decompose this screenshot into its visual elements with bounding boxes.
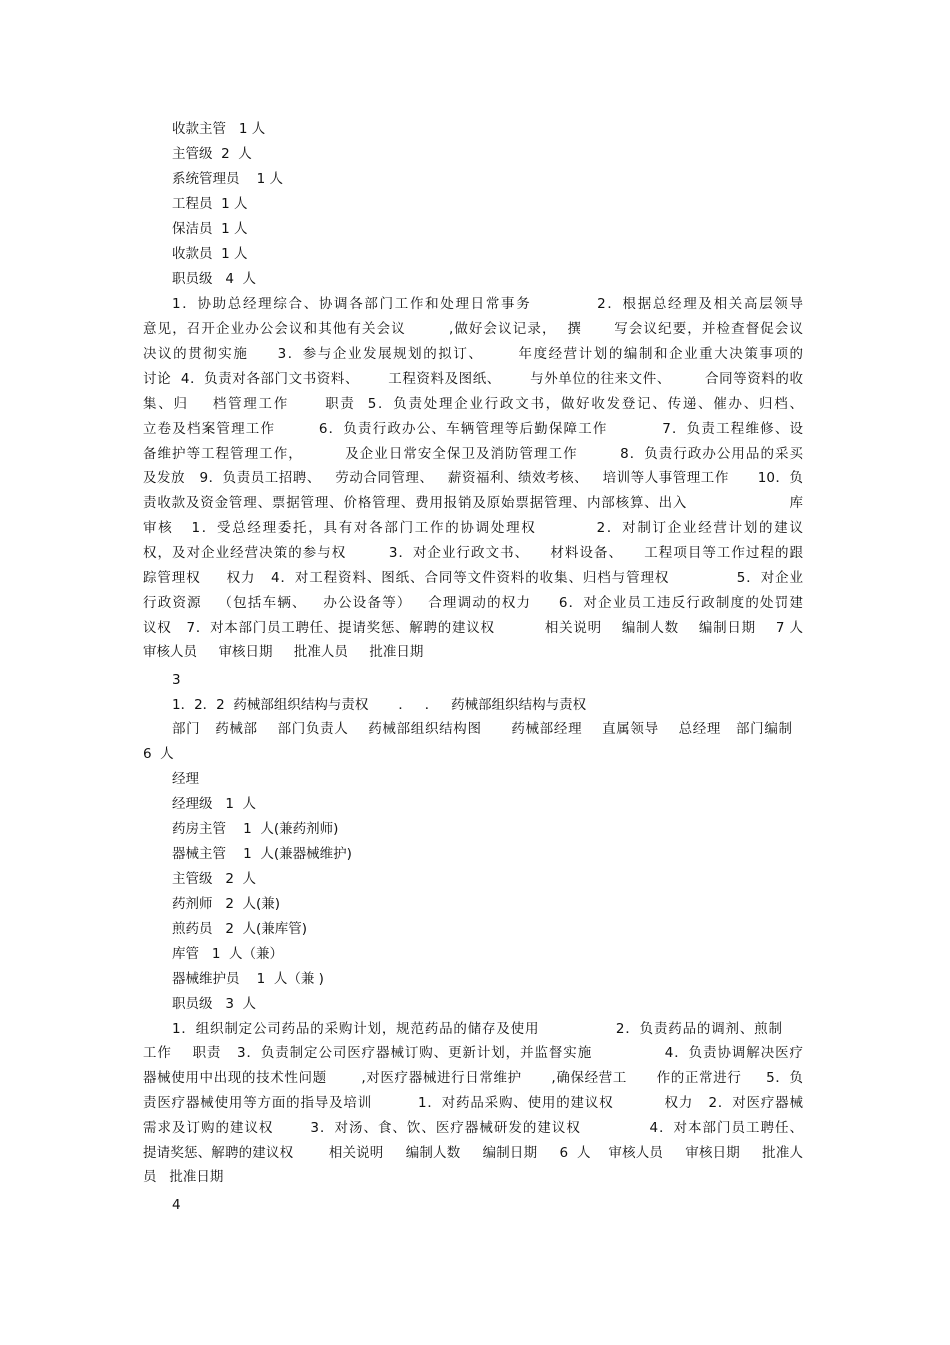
paragraph-line: 行政资源 （包括车辆、 办公设备等） 合理调动的权力 6．对企业员工违反行政制度的处罚建 [143,595,803,611]
paragraph-line: 责收款及资金管理、票据管理、价格管理、费用报销及原始票据管理、内部核算、出入 库 [143,495,803,511]
paragraph-line: 立卷及档案管理工作 6．负责行政办公、车辆管理等后勤保障工作 7．负责工程维修、设 [143,421,803,437]
paragraph-line: 器械使用中出现的技术性问题 ,对医疗器械进行日常维护 ,确保经营工 作的正常进行 5．负 [143,1070,803,1086]
staff-line: 收款主管 1 人 [172,121,266,137]
staff-line: 库管 1 人（兼） [172,946,284,962]
staff-line: 保洁员 1 人 [172,221,248,237]
paragraph-line: 审核 1．受总经理委托，具有对各部门工作的协调处理权 2．对制订企业经营计划的建议 [143,520,803,536]
paragraph-line: 及发放 9．负责员工招聘、 劳动合同管理、 薪资福利、绩效考核、 培训等人事管理工作 10．负 [143,470,803,486]
paragraph-line: 需求及订购的建议权 3．对汤、食、饮、医疗器械研发的建议权 4．对本部门员工聘任、 [143,1120,803,1136]
page-number: 4 [172,1197,181,1213]
paragraph-line: 提请奖惩、解聘的建议权 相关说明 编制人数 编制日期 6 人 审核人员 审核日期 批准人 [143,1145,803,1161]
paragraph-line: 1．组织制定公司药品的采购计划，规范药品的储存及使用 2．负责药品的调剂、煎制 [172,1021,782,1037]
paragraph-line: 议权 7．对本部门员工聘任、提请奖惩、解聘的建议权 相关说明 编制人数 编制日期 7 人 [143,620,803,636]
paragraph-line: 备维护等工程管理工作， 及企业日常安全保卫及消防管理工作 8．负责行政办公用品的采买 [143,446,803,462]
staff-line: 药剂师 2 人(兼) [172,896,281,912]
dept-info-line: 部门 药械部 部门负责人 药械部组织结构图 药械部经理 直属领导 总经理 部门编制 [172,721,792,737]
paragraph-line: 意见，召开企业办公会议和其他有关会议 ,做好会议记录， 撰 写会议纪要，并检查督促会议 [143,321,803,337]
staff-line: 经理级 1 人 [172,796,257,812]
staff-line: 主管级 2 人 [172,146,252,162]
staff-line: 器械维护员 1 人（兼 ) [172,971,324,987]
staff-line: 工程员 1 人 [172,196,248,212]
dept-info-line: 6 人 [143,746,174,762]
paragraph-line: 踪管理权 权力 4．对工程资料、图纸、合同等文件资料的收集、归档与管理权 5．对企业 [143,570,803,586]
staff-line: 器械主管 1 人(兼器械维护) [172,846,352,862]
staff-line: 主管级 2 人 [172,871,257,887]
section-heading: 1．2．2 药械部组织结构与责权 ． ． 药械部组织结构与责权 [172,697,587,713]
staff-line: 煎药员 2 人(兼库管) [172,921,308,937]
paragraph-line: 审核人员 审核日期 批准人员 批准日期 [143,644,424,660]
paragraph-line: 员 批准日期 [143,1169,224,1185]
paragraph-line: 工作 职责 3．负责制定公司医疗器械订购、更新计划，并监督实施 4．负责协调解决医疗 [143,1045,803,1061]
paragraph-line: 讨论 4．负责对各部门文书资料、 工程资料及图纸、 与外单位的往来文件、 合同等资料的收 [143,371,803,387]
paragraph-line: 决议的贯彻实施 3．参与企业发展规划的拟订、 年度经营计划的编制和企业重大决策事项的 [143,346,803,362]
staff-line: 职员级 4 人 [172,271,257,287]
paragraph-line: 责医疗器械使用等方面的指导及培训 1．对药品采购、使用的建议权 权力 2．对医疗器械 [143,1095,803,1111]
paragraph-line: 权，及对企业经营决策的参与权 3．对企业行政文书、 材料设备、 工程项目等工作过程的跟 [143,545,803,561]
paragraph-line: 1．协助总经理综合、协调各部门工作和处理日常事务 2．根据总经理及相关高层领导 [172,296,803,312]
staff-line: 系统管理员 1 人 [172,171,284,187]
staff-line: 职员级 3 人 [172,996,257,1012]
paragraph-line: 集、归 档管理工作 职责 5．负责处理企业行政文书，做好收发登记、传递、催办、归档、 [143,396,803,412]
staff-line: 药房主管 1 人(兼药剂师) [172,821,339,837]
staff-line: 经理 [172,771,199,787]
page-number: 3 [172,672,181,688]
staff-line: 收款员 1 人 [172,246,248,262]
